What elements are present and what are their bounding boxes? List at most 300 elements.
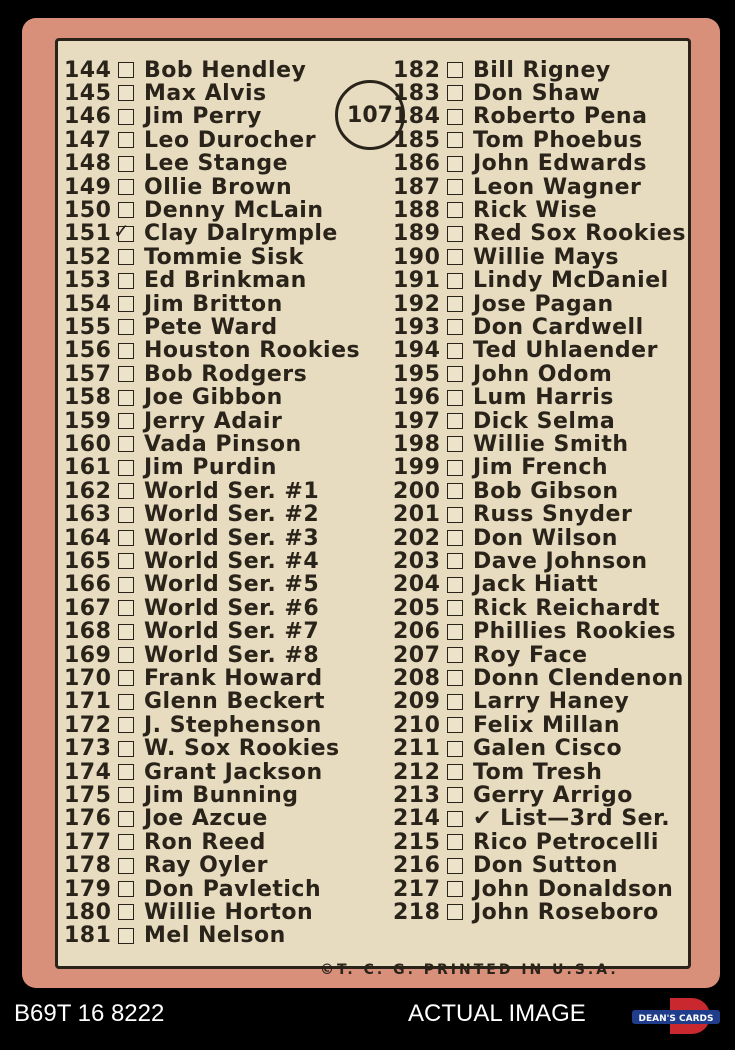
card-number: 160 — [64, 431, 112, 457]
player-name: Lee Stange — [144, 151, 289, 177]
checkbox — [118, 156, 134, 172]
checklist-row — [64, 666, 323, 690]
footer-bar — [0, 988, 735, 1050]
player-name: Donn Clendenon — [473, 665, 684, 691]
player-name: Bill Rigney — [473, 57, 611, 83]
card-number: 166 — [64, 572, 112, 598]
checklist-row — [64, 339, 360, 363]
checkbox — [447, 647, 463, 663]
player-name: Bob Hendley — [144, 57, 307, 83]
card-number: 215 — [393, 829, 441, 855]
checkbox — [447, 858, 463, 874]
checkbox — [447, 62, 463, 78]
card-number: 187 — [393, 174, 441, 200]
logo-text: DEAN'S CARDS — [638, 1014, 714, 1024]
checkbox — [118, 436, 134, 452]
checklist-row — [64, 409, 282, 433]
card-number: 184 — [393, 104, 441, 130]
checkbox — [447, 249, 463, 265]
player-name: Joe Gibbon — [144, 385, 283, 411]
player-name: Pete Ward — [144, 314, 278, 340]
player-name: World Ser. #4 — [144, 548, 320, 574]
player-name: Jim French — [473, 455, 609, 481]
player-name: Frank Howard — [144, 665, 323, 691]
checkbox — [118, 179, 134, 195]
player-name: Bob Rodgers — [144, 361, 308, 387]
checkbox — [447, 273, 463, 289]
checkbox — [447, 413, 463, 429]
player-name: World Ser. #3 — [144, 525, 320, 551]
player-name: John Roseboro — [473, 899, 659, 925]
checkbox — [447, 436, 463, 452]
card-number: 176 — [64, 806, 112, 832]
checklist-row — [64, 877, 321, 901]
checklist-row — [64, 58, 306, 82]
player-name: Rico Petrocelli — [473, 829, 659, 855]
footer-actual-image: ACTUAL IMAGE — [408, 1000, 586, 1027]
player-name: ✔ List—3rd Ser. — [473, 806, 671, 832]
checklist-row — [393, 198, 597, 222]
card-number: 208 — [393, 665, 441, 691]
card-number: 216 — [393, 853, 441, 879]
card-number: 200 — [393, 478, 441, 504]
player-name: Tom Phoebus — [473, 127, 643, 153]
player-name: World Ser. #8 — [144, 642, 320, 668]
card-number: 202 — [393, 525, 441, 551]
checkbox — [118, 132, 134, 148]
card-number: 167 — [64, 595, 112, 621]
checklist-row — [393, 386, 614, 410]
checklist-row — [64, 315, 278, 339]
checklist-row — [393, 713, 620, 737]
checklist-row — [64, 175, 292, 199]
card-number: 170 — [64, 665, 112, 691]
card-number: 205 — [393, 595, 441, 621]
checkbox — [447, 811, 463, 827]
card-number: 168 — [64, 619, 112, 645]
player-name: Jose Pagan — [473, 291, 614, 317]
player-name: World Ser. #7 — [144, 619, 320, 645]
checkbox — [447, 483, 463, 499]
checklist-row — [393, 152, 647, 176]
card-number: 178 — [64, 853, 112, 879]
checklist-row — [64, 783, 299, 807]
checkbox — [447, 319, 463, 335]
card-number: 209 — [393, 689, 441, 715]
card-number: 190 — [393, 244, 441, 270]
player-name: Lindy McDaniel — [473, 268, 669, 294]
checkbox — [118, 530, 134, 546]
checkbox — [118, 62, 134, 78]
checklist-row — [64, 198, 324, 222]
player-name: Don Cardwell — [473, 314, 644, 340]
card-number: 158 — [64, 385, 112, 411]
player-name: Roberto Pena — [473, 104, 648, 130]
card-number: 218 — [393, 899, 441, 925]
checklist-row — [64, 128, 316, 152]
player-name: Dick Selma — [473, 408, 616, 434]
card-number: 163 — [64, 502, 112, 528]
card-number: 207 — [393, 642, 441, 668]
checklist-row — [393, 362, 612, 386]
player-name: Jim Purdin — [144, 455, 277, 481]
player-name: Ed Brinkman — [144, 268, 307, 294]
checklist-row — [64, 432, 302, 456]
card-number: 188 — [393, 197, 441, 223]
checklist-row — [393, 573, 598, 597]
checkbox — [447, 577, 463, 593]
checklist-row — [393, 877, 673, 901]
card-number: 203 — [393, 548, 441, 574]
checklist-row — [64, 854, 268, 878]
checkbox — [447, 109, 463, 125]
deans-cards-logo — [630, 996, 722, 1036]
card-number: 214 — [393, 806, 441, 832]
player-name: Jerry Adair — [144, 408, 283, 434]
checklist-row — [393, 620, 676, 644]
player-name: Vada Pinson — [144, 431, 302, 457]
checklist-row — [64, 245, 304, 269]
checklist-row — [64, 526, 319, 550]
card-number: 189 — [393, 221, 441, 247]
player-name: Leo Durocher — [144, 127, 317, 153]
player-name: Phillies Rookies — [473, 619, 676, 645]
player-name: Houston Rookies — [144, 338, 361, 364]
checkbox — [447, 85, 463, 101]
player-name: Jim Bunning — [144, 782, 299, 808]
card-number: 153 — [64, 268, 112, 294]
card-number: 159 — [64, 408, 112, 434]
card-number: 206 — [393, 619, 441, 645]
player-name: Willie Horton — [144, 899, 314, 925]
card-number: 164 — [64, 525, 112, 551]
card-number: 183 — [393, 80, 441, 106]
checkbox — [118, 811, 134, 827]
checklist-row — [64, 713, 322, 737]
checkbox — [118, 858, 134, 874]
card-number: 210 — [393, 712, 441, 738]
checkbox — [118, 928, 134, 944]
checklist-row — [393, 409, 615, 433]
player-name: Don Shaw — [473, 80, 601, 106]
card-number: 217 — [393, 876, 441, 902]
copyright-text: ©T. C. G. PRINTED IN U.S.A. — [320, 962, 619, 978]
checkbox — [118, 343, 134, 359]
checklist-row — [393, 807, 670, 831]
checkbox — [118, 764, 134, 780]
checkbox — [118, 319, 134, 335]
checklist-row — [64, 573, 319, 597]
footer-sku: B69T 16 8222 — [14, 1000, 165, 1027]
player-name: Glenn Beckert — [144, 689, 326, 715]
player-name: Grant Jackson — [144, 759, 323, 785]
card-number: 180 — [64, 899, 112, 925]
player-name: Roy Face — [473, 642, 588, 668]
card-number: 165 — [64, 548, 112, 574]
player-name: Leon Wagner — [473, 174, 642, 200]
checklist-row — [393, 105, 647, 129]
card-number: 213 — [393, 782, 441, 808]
card-number: 152 — [64, 244, 112, 270]
checkbox — [447, 156, 463, 172]
checklist-row — [64, 152, 288, 176]
card-number: 201 — [393, 502, 441, 528]
card-number: 204 — [393, 572, 441, 598]
check-mark-icon: ✓ — [113, 218, 131, 243]
player-name: Willie Smith — [473, 431, 629, 457]
checkbox — [118, 85, 134, 101]
checklist-row — [393, 596, 660, 620]
card-number: 179 — [64, 876, 112, 902]
card-number: 192 — [393, 291, 441, 317]
checklist-row — [393, 737, 622, 761]
checkbox — [447, 179, 463, 195]
checklist-row — [64, 690, 325, 714]
player-name: John Odom — [473, 361, 613, 387]
checkbox — [447, 226, 463, 242]
checklist-row — [393, 432, 629, 456]
player-name: Larry Haney — [473, 689, 630, 715]
player-name: Gerry Arrigo — [473, 782, 633, 808]
checkbox — [118, 881, 134, 897]
card-number: 195 — [393, 361, 441, 387]
checkbox — [118, 273, 134, 289]
card-number: 173 — [64, 736, 112, 762]
checkbox — [447, 366, 463, 382]
card-number: 185 — [393, 127, 441, 153]
checklist-row — [393, 830, 659, 854]
checkbox — [118, 577, 134, 593]
player-name: Galen Cisco — [473, 736, 623, 762]
checklist-row — [393, 900, 659, 924]
player-name: World Ser. #1 — [144, 478, 320, 504]
checkbox — [118, 202, 134, 218]
card-number: 212 — [393, 759, 441, 785]
card-number: 155 — [64, 314, 112, 340]
player-name: World Ser. #6 — [144, 595, 320, 621]
checklist-row — [393, 245, 619, 269]
card-number: 157 — [64, 361, 112, 387]
checklist-row — [393, 503, 632, 527]
card-number: 186 — [393, 151, 441, 177]
player-name: Ray Oyler — [144, 853, 268, 879]
player-name: Red Sox Rookies — [473, 221, 686, 247]
checklist-row — [64, 924, 286, 948]
player-name: Mel Nelson — [144, 923, 286, 949]
player-name: Felix Millan — [473, 712, 621, 738]
checklist-row — [393, 526, 618, 550]
card-number: 211 — [393, 736, 441, 762]
checklist-row — [393, 643, 588, 667]
checklist-row — [393, 783, 633, 807]
checkbox — [118, 624, 134, 640]
player-name: Lum Harris — [473, 385, 614, 411]
checklist-row — [393, 479, 619, 503]
checklist-row — [64, 386, 283, 410]
checkbox — [447, 904, 463, 920]
card-number: 193 — [393, 314, 441, 340]
card-number: 156 — [64, 338, 112, 364]
checklist-row — [64, 479, 319, 503]
player-name: Ted Uhlaender — [473, 338, 658, 364]
checkbox — [118, 787, 134, 803]
card-number: 107 — [347, 102, 393, 128]
checklist-row — [64, 830, 266, 854]
checklist-row — [64, 269, 307, 293]
checkbox — [447, 132, 463, 148]
checkbox — [118, 553, 134, 569]
card-number: 174 — [64, 759, 112, 785]
checkbox — [447, 507, 463, 523]
player-name: Jack Hiatt — [473, 572, 599, 598]
checklist-row — [393, 81, 600, 105]
checklist-row — [393, 292, 614, 316]
checklist-row — [393, 269, 669, 293]
card-number: 147 — [64, 127, 112, 153]
card-number: 149 — [64, 174, 112, 200]
player-name: John Donaldson — [473, 876, 674, 902]
player-name: Dave Johnson — [473, 548, 648, 574]
card-number: 148 — [64, 151, 112, 177]
checklist-row — [64, 292, 283, 316]
checkbox — [118, 483, 134, 499]
player-name: John Edwards — [473, 151, 647, 177]
card-number: 172 — [64, 712, 112, 738]
checklist-row — [393, 175, 641, 199]
checklist-row — [64, 549, 319, 573]
checklist-row — [393, 549, 648, 573]
checklist-row — [64, 807, 268, 831]
checklist-row — [64, 760, 323, 784]
card-number: 199 — [393, 455, 441, 481]
checkbox — [447, 600, 463, 616]
checkbox — [447, 202, 463, 218]
checkbox — [118, 109, 134, 125]
player-name: Jim Britton — [144, 291, 283, 317]
player-name: Clay Dalrymple — [144, 221, 338, 247]
card-number: 171 — [64, 689, 112, 715]
checkbox — [118, 741, 134, 757]
checkbox — [118, 366, 134, 382]
card-number: 198 — [393, 431, 441, 457]
checkbox — [118, 904, 134, 920]
card-number: 177 — [64, 829, 112, 855]
card-number: 196 — [393, 385, 441, 411]
player-name: Willie Mays — [473, 244, 620, 270]
checkbox — [118, 717, 134, 733]
checklist-row — [393, 854, 618, 878]
checkbox — [447, 553, 463, 569]
checkbox — [447, 670, 463, 686]
checkbox — [447, 717, 463, 733]
checkbox — [118, 694, 134, 710]
card-number: 162 — [64, 478, 112, 504]
checklist-row — [64, 900, 313, 924]
player-name: Don Pavletich — [144, 876, 322, 902]
card-number: 194 — [393, 338, 441, 364]
checklist-row — [393, 690, 629, 714]
checkbox — [447, 296, 463, 312]
player-name: Denny McLain — [144, 197, 324, 223]
card-number: 151 — [64, 221, 112, 247]
player-name: Russ Snyder — [473, 502, 633, 528]
card-number: 154 — [64, 291, 112, 317]
card-number: 161 — [64, 455, 112, 481]
checklist-row — [64, 456, 277, 480]
checkbox — [447, 460, 463, 476]
checkbox — [118, 460, 134, 476]
player-name: Tom Tresh — [473, 759, 603, 785]
player-name: Jim Perry — [144, 104, 262, 130]
checkbox — [447, 694, 463, 710]
card-number: 145 — [64, 80, 112, 106]
checkbox — [447, 343, 463, 359]
checkbox — [447, 881, 463, 897]
card-number: 150 — [64, 197, 112, 223]
checklist-row — [64, 596, 319, 620]
checkbox — [118, 647, 134, 663]
checklist-row — [64, 503, 319, 527]
card-number: 146 — [64, 104, 112, 130]
card-number: 191 — [393, 268, 441, 294]
checklist-row — [393, 128, 643, 152]
checklist-row — [64, 362, 307, 386]
player-name: World Ser. #2 — [144, 502, 320, 528]
checkbox — [118, 413, 134, 429]
checkbox — [118, 600, 134, 616]
checkbox — [118, 390, 134, 406]
checklist-row — [393, 58, 611, 82]
card-number: 175 — [64, 782, 112, 808]
checkbox — [447, 741, 463, 757]
card-number: 144 — [64, 57, 112, 83]
checkbox — [447, 787, 463, 803]
checklist-row — [393, 666, 684, 690]
player-name: Don Sutton — [473, 853, 619, 879]
checkbox — [118, 834, 134, 850]
checklist-row — [64, 643, 319, 667]
player-name: World Ser. #5 — [144, 572, 320, 598]
player-name: Ron Reed — [144, 829, 266, 855]
checkbox — [118, 507, 134, 523]
player-name: Tommie Sisk — [144, 244, 304, 270]
card-number: 181 — [64, 923, 112, 949]
player-name: Rick Reichardt — [473, 595, 660, 621]
checkbox — [447, 390, 463, 406]
player-name: Joe Azcue — [144, 806, 268, 832]
checkbox — [118, 296, 134, 312]
player-name: W. Sox Rookies — [144, 736, 340, 762]
checklist-row — [64, 81, 267, 105]
checkbox — [113, 218, 134, 243]
checkbox — [447, 834, 463, 850]
checklist-row — [393, 315, 644, 339]
checkbox — [447, 764, 463, 780]
checklist-row — [393, 760, 602, 784]
player-name: Rick Wise — [473, 197, 598, 223]
checkbox — [447, 530, 463, 546]
checklist-row — [393, 339, 658, 363]
card-number: 169 — [64, 642, 112, 668]
player-name: Max Alvis — [144, 80, 267, 106]
checkbox — [118, 249, 134, 265]
player-name: Don Wilson — [473, 525, 618, 551]
checklist-row — [64, 218, 338, 247]
checklist-row — [64, 620, 319, 644]
checkbox — [118, 670, 134, 686]
checklist-row — [64, 737, 340, 761]
checklist-row — [393, 456, 608, 480]
